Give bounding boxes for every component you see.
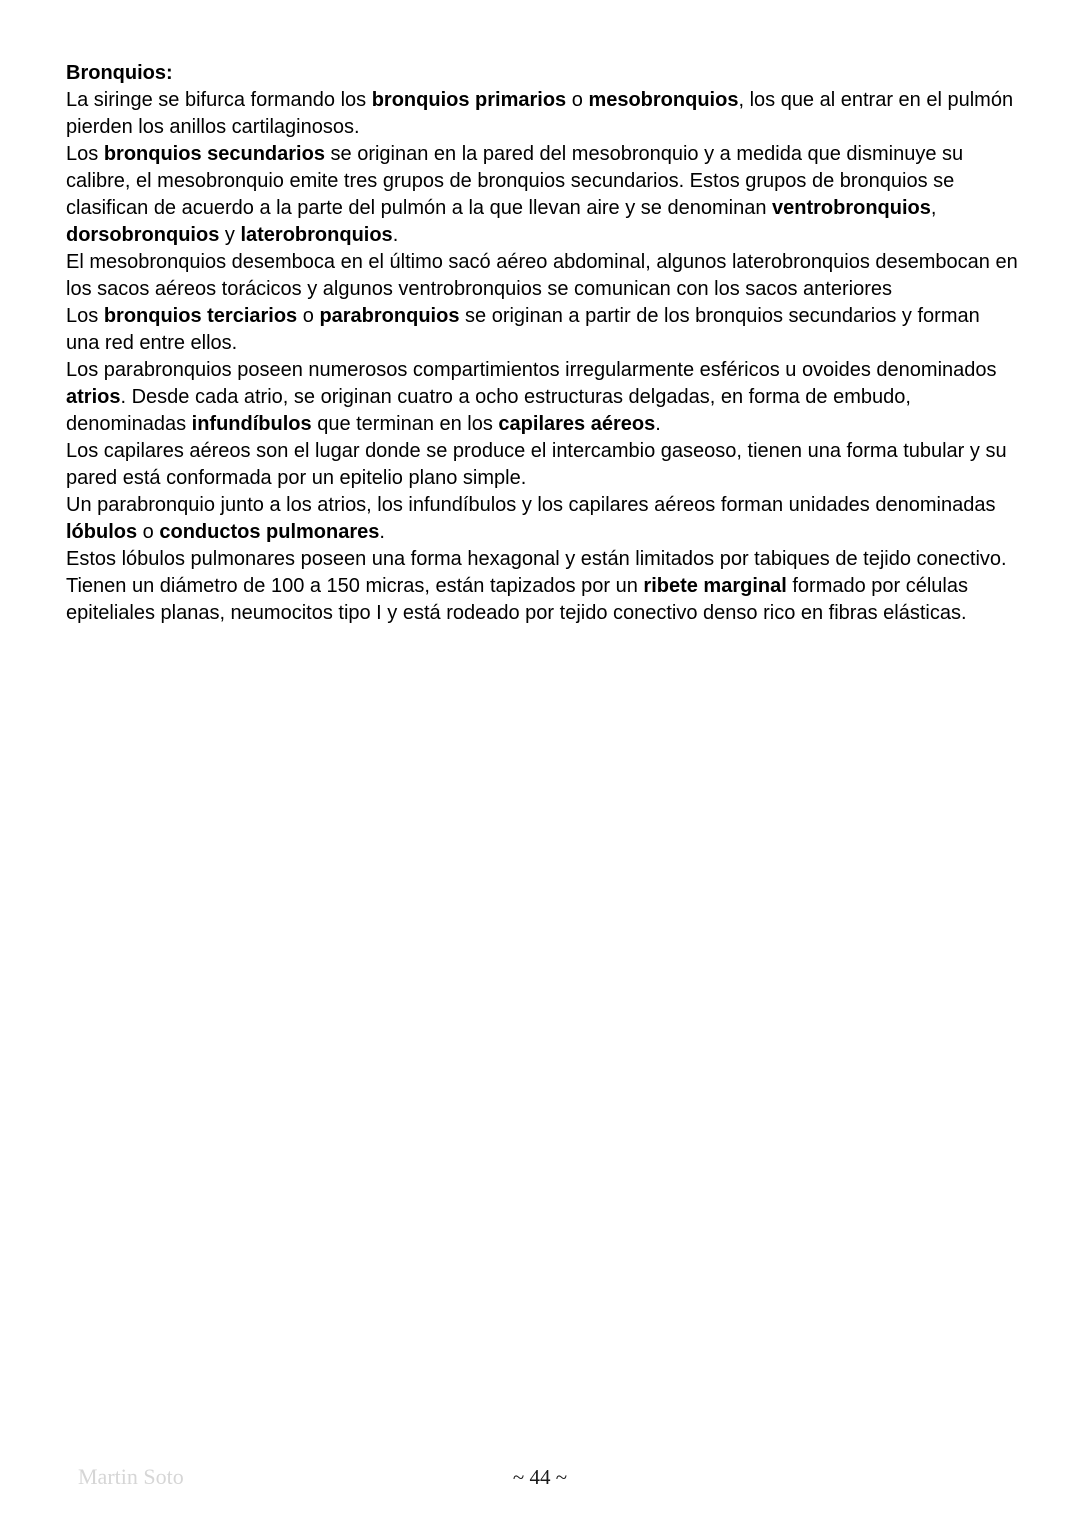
footer-author-watermark: Martin Soto [78, 1464, 184, 1489]
text-run: formado por células epiteliales planas, neumocitos tipo I y está rodeado por tejido conectivo denso rico en fibras elásticas. [66, 575, 968, 624]
text-run: Los parabronquios poseen numerosos compartimientos irregularmente esféricos u ovoides denominados [66, 359, 997, 381]
text-run-bold: ribete marginal [643, 575, 787, 597]
text-run: , los que al entrar en el pulmón pierden los anillos cartilaginosos. [66, 89, 1014, 138]
text-run-bold: dorsobronquios [66, 224, 220, 246]
text-run: o [137, 521, 160, 543]
text-run-bold: capilares aéreos [498, 413, 656, 435]
footer-page-number: ~ 44 ~ [512, 1465, 568, 1489]
paragraph [66, 249, 1018, 303]
text-run-bold: ventrobronquios [772, 197, 931, 219]
text-run-bold: Bronquios: [66, 62, 173, 84]
text-run-bold: bronquios terciarios [103, 305, 298, 327]
paragraph [66, 438, 1018, 492]
paragraph [66, 303, 1018, 357]
text-run: que terminan en los [311, 413, 499, 435]
text-run: . [392, 224, 399, 246]
text-run: El mesobronquios desemboca en el último sacó aéreo abdominal, algunos laterobronquios desembocan en los sacos aéreos torácicos y algunos ventrobronquios se comunican con los sacos anteriores [66, 251, 1018, 300]
paragraph [66, 87, 1018, 141]
text-run: . [655, 413, 661, 435]
paragraph [66, 546, 1018, 627]
text-run: Un parabronquio junto a los atrios, los infundíbulos y los capilares aéreos forman unidades denominadas [66, 494, 996, 516]
text-run-bold: conductos pulmonares [159, 521, 380, 543]
paragraph [66, 357, 1018, 438]
text-run: . Desde cada atrio, se originan cuatro a ocho estructuras delgadas, en forma de embudo, denominadas [66, 386, 911, 435]
text-run: o [297, 305, 320, 327]
text-run-bold: infundíbulos [191, 413, 312, 435]
paragraph [66, 492, 1018, 546]
text-run: La siringe se bifurca formando los [66, 89, 372, 111]
text-run-bold: bronquios primarios [371, 89, 567, 111]
paragraph [66, 60, 1018, 87]
paragraph [66, 141, 1018, 249]
text-run: se originan a partir de los bronquios secundarios y forman una red entre ellos. [66, 305, 980, 354]
text-run: , [930, 197, 937, 219]
text-run-bold: lóbulos [66, 521, 138, 543]
text-run: Los [66, 305, 104, 327]
text-run: . [379, 521, 385, 543]
text-run-bold: bronquios secundarios [103, 143, 325, 165]
text-run: Los [66, 143, 104, 165]
text-run-bold: parabronquios [319, 305, 460, 327]
text-run: se originan en la pared del mesobronquio y a medida que disminuye su calibre, el mesobronquio emite tres grupos de bronquios secundarios. Estos grupos de bronquios se clasifican de acuerdo a la parte del pulmón a la que llevan aire y se denominan [66, 143, 964, 219]
text-run: Estos lóbulos pulmonares poseen una forma hexagonal y están limitados por tabiques de tejido conectivo. Tienen un diámetro de 100 a 150 micras, están tapizados por un [66, 548, 1007, 597]
text-run-bold: laterobronquios [240, 224, 393, 246]
text-run-bold: atrios [66, 386, 121, 408]
text-run: Los capilares aéreos son el lugar donde se produce el intercambio gaseoso, tienen una forma tubular y su pared está conformada por un epitelio plano simple. [66, 440, 1007, 489]
text-run: o [566, 89, 589, 111]
text-run-bold: mesobronquios [588, 89, 739, 111]
text-run: y [219, 224, 241, 246]
document-body [66, 60, 1018, 627]
